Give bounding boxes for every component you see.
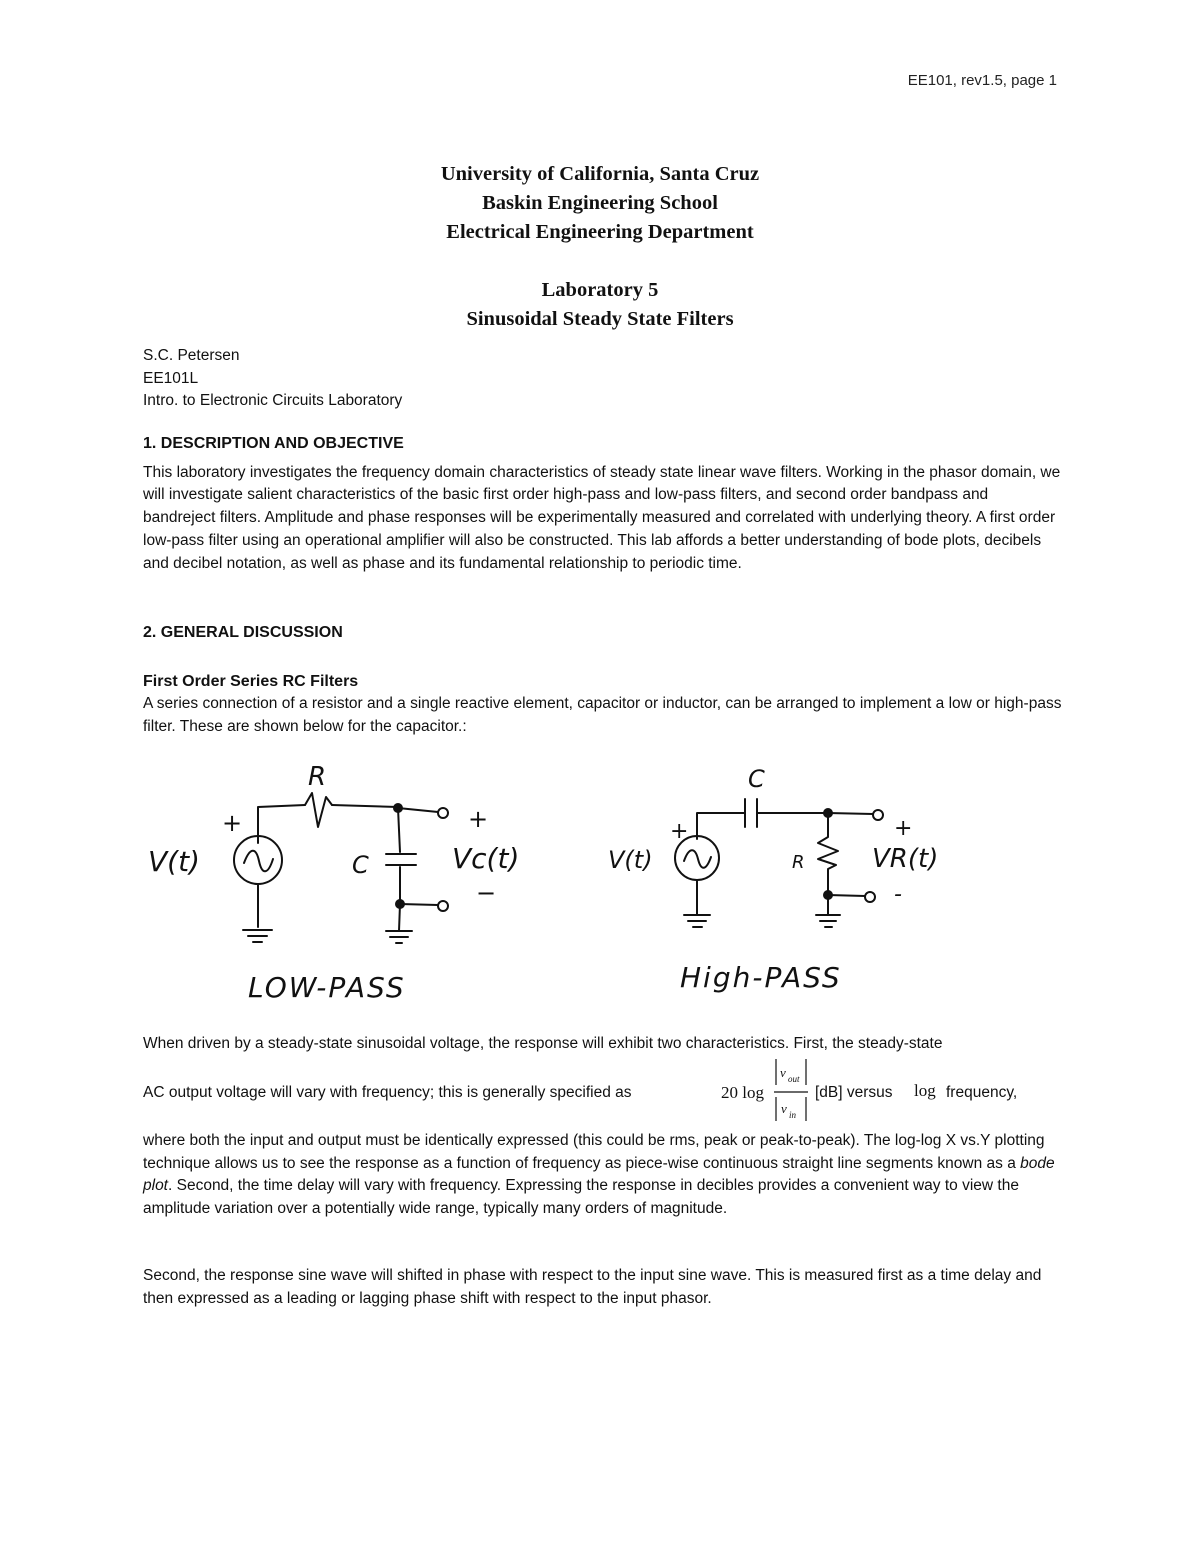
subheading-rc-filters: First Order Series RC Filters [143, 672, 359, 690]
formula-denominator-sub: in [789, 1110, 797, 1120]
lowpass-plus-output: + [468, 805, 489, 833]
formula-unit: [dB] versus [815, 1084, 893, 1101]
lowpass-wire-top [332, 805, 398, 807]
course-code: EE101L [143, 369, 199, 387]
lowpass-minus-output: − [476, 879, 497, 907]
section-heading-general: 2. GENERAL DISCUSSION [143, 624, 343, 641]
discussion-first-line: When driven by a steady-state sinusoidal voltage, the response will exhibit two characteristics. First, the steady-state [143, 1035, 943, 1052]
lab-title: Sinusoidal Steady State Filters [466, 308, 734, 330]
highpass-resistor-label: R [792, 852, 805, 873]
highpass-ground-right-icon [816, 915, 840, 927]
lowpass-plus-source: + [222, 809, 243, 837]
highpass-capacitor-label: C [748, 765, 765, 793]
course-name: Intro. to Electronic Circuits Laboratory [143, 392, 403, 409]
lowpass-ground-right-icon [386, 931, 412, 943]
lowpass-ground-left-icon [243, 930, 272, 942]
highpass-terminal-bottom [865, 892, 875, 902]
lowpass-circuit [148, 762, 519, 1004]
lowpass-capacitor-label: C [352, 851, 369, 879]
lowpass-terminal-top [438, 808, 448, 818]
lowpass-title: LOW-PASS [248, 971, 406, 1004]
rc-filters-intro: A series connection of a resistor and a single reactive element, capacitor or inductor, can be arranged to implement a low or high-pass filter. These are shown below for the capacitor.: [143, 695, 1062, 736]
bode-paragraph [143, 1130, 1063, 1221]
formula-line [143, 1055, 1063, 1125]
circuit-diagrams [140, 755, 960, 1015]
author-block [143, 345, 402, 413]
section-general-discussion [143, 622, 1063, 739]
university-title: University of California, Santa Cruz [440, 163, 760, 185]
lowpass-source-label: V(t) [148, 845, 200, 878]
department-title: Electrical Engineering Department [446, 221, 754, 243]
formula-fraction [774, 1059, 808, 1121]
school-title: Baskin Engineering School [482, 192, 718, 214]
formula-coefficient: 20 log [721, 1083, 764, 1102]
highpass-circuit [608, 765, 938, 994]
formula-prefix: AC output voltage will vary with frequency; this is generally specified as [143, 1084, 632, 1101]
bode-paragraph-part2: . Second, the time delay will vary with frequency. Expressing the response in decibles provides a convenient way to view the amplitude variation over a potentially wide range, typically many orders of magnitude. [143, 1177, 1019, 1218]
discussion-paragraph-3 [143, 1265, 1063, 1310]
highpass-resistor-icon [818, 813, 838, 893]
description-paragraph: This laboratory investigates the frequency domain characteristics of steady state linear wave filters. Working in the phasor domain, we will investigate salient characteristics of the basic first order high-pass and low-pass filters, and second order bandpass and bandreject filters. Amplitude and phase responses will be experimentally measured and correlated with underlying theory. A first order low-pass filter using an operational amplifier will also be constructed. This lab affords a better understanding of bode plots, decibels and decibel notation, as well as phase and its fundamental relationship to periodic time. [143, 463, 1061, 572]
lowpass-wire-out-top [398, 808, 438, 812]
section-heading-description: 1. DESCRIPTION AND OBJECTIVE [143, 435, 404, 452]
discussion-paragraph-2 [143, 1130, 1063, 1221]
section-description [143, 433, 1063, 575]
lowpass-output-label: Vc(t) [452, 842, 520, 875]
lab-number: Laboratory 5 [541, 279, 659, 301]
highpass-minus-output: - [894, 882, 902, 907]
discussion-line1 [143, 1033, 1063, 1056]
page-header: EE101, rev1.5, page 1 [907, 72, 1057, 89]
highpass-terminal-top [873, 810, 883, 820]
formula-denominator: v [781, 1101, 787, 1116]
lowpass-resistor-label: R [308, 762, 327, 792]
formula-numerator-sub: out [788, 1074, 800, 1084]
circuit-svg [140, 755, 960, 1015]
formula-log: log [914, 1081, 936, 1100]
formula-numerator: v [780, 1065, 786, 1080]
title-block [0, 160, 1200, 334]
highpass-source-label: V(t) [608, 846, 653, 874]
formula-suffix: frequency, [946, 1084, 1018, 1101]
formula-svg [143, 1055, 1063, 1125]
phase-paragraph: Second, the response sine wave will shifted in phase with respect to the input sine wave. This is measured first as a time delay and then expressed as a leading or lagging phase shift with respect to the input phasor. [143, 1267, 1042, 1307]
author-name: S.C. Petersen [143, 347, 240, 364]
highpass-output-label: VR(t) [872, 844, 939, 874]
highpass-plus-source: + [670, 819, 689, 844]
highpass-plus-output: + [894, 816, 913, 841]
highpass-ground-left-icon [684, 915, 710, 927]
highpass-title: High-PASS [680, 961, 842, 994]
lowpass-resistor-icon [305, 793, 332, 827]
lowpass-terminal-bottom [438, 901, 448, 911]
bode-plot-term: bode plot [143, 1154, 1055, 1195]
bode-paragraph-part1: where both the input and output must be identically expressed (this could be rms, peak or peak-to-peak). The log-log X vs.Y plotting technique allows us to see the response as a function of frequency as piece-wise continuous straight line segments known as a [143, 1132, 1045, 1172]
